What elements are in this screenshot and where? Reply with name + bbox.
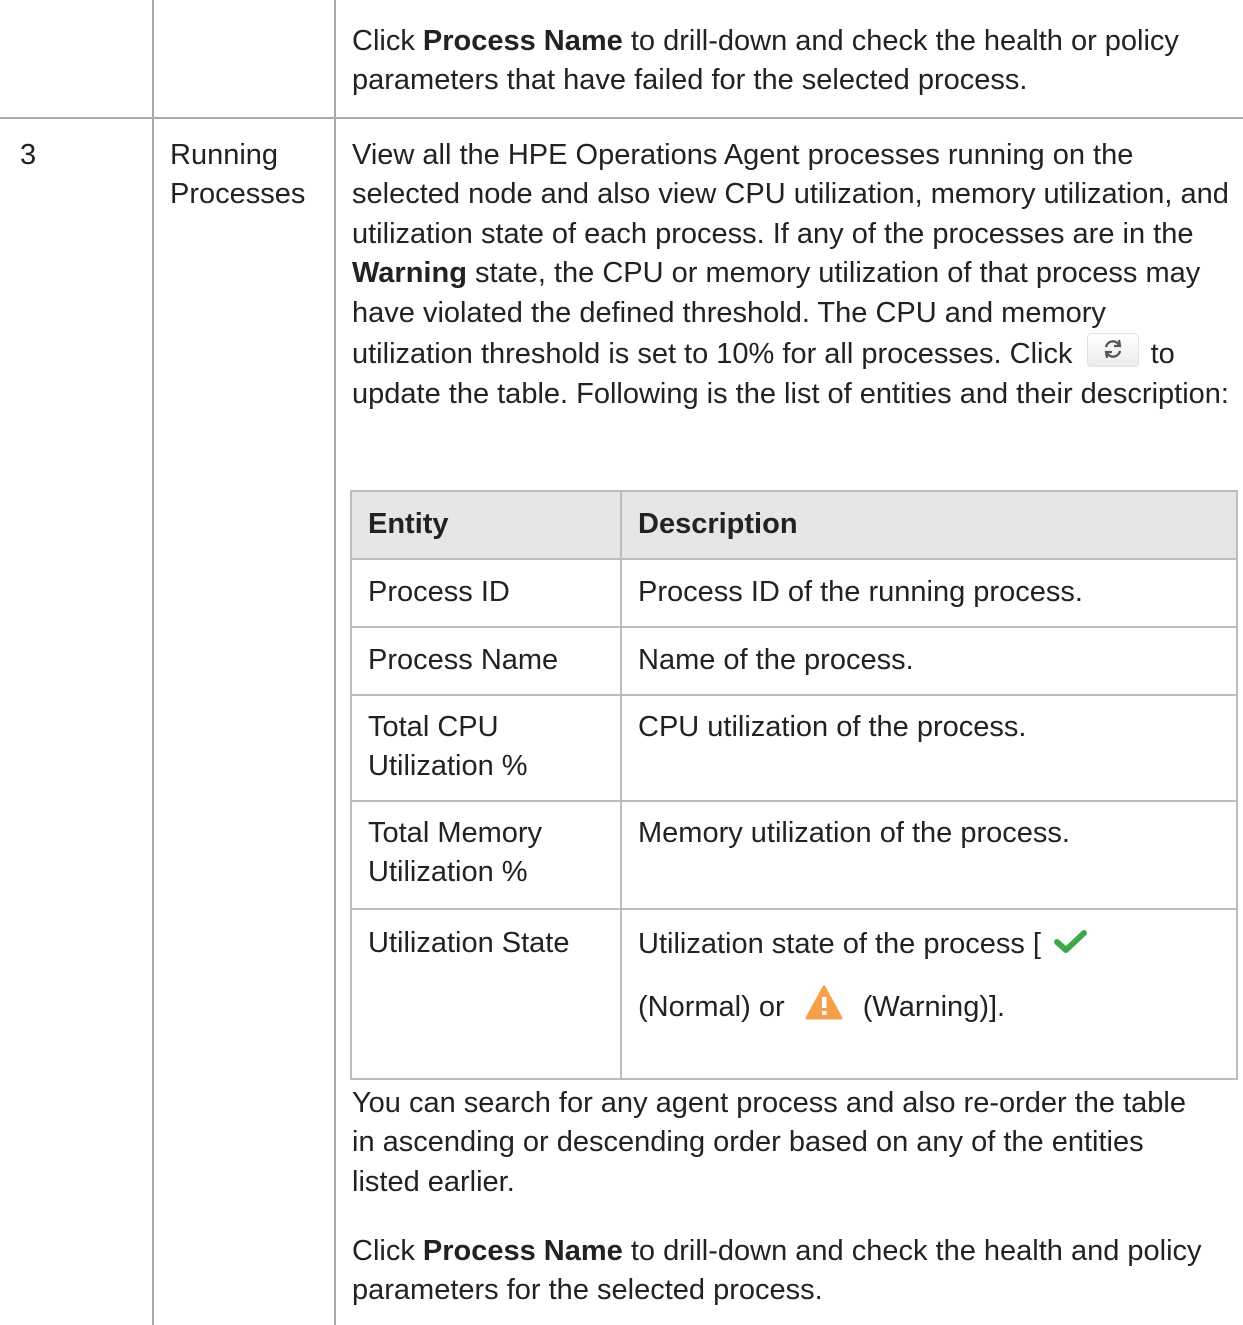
- description-cell: Name of the process.: [621, 627, 1237, 695]
- text: Utilization state of the process [: [638, 928, 1041, 960]
- process-name-emphasis: Process Name: [422, 25, 623, 57]
- process-name-emphasis: Process Name: [422, 1235, 623, 1267]
- top-row-description: [352, 22, 1212, 101]
- row3-description: [352, 136, 1232, 414]
- check-icon: [1053, 925, 1089, 965]
- text: to update the table. Following is the list of entities and their description:: [352, 338, 1229, 410]
- description-cell: Process ID of the running process.: [621, 559, 1237, 627]
- header-entity: Entity: [351, 491, 621, 559]
- refresh-icon: [1102, 338, 1124, 360]
- text: (Warning)].: [862, 991, 1006, 1024]
- entity-cell: Process ID: [351, 559, 621, 627]
- description-cell: CPU utilization of the process.: [621, 695, 1237, 801]
- table-row: [351, 695, 1237, 801]
- description-cell: [621, 909, 1237, 1079]
- entity-cell: Utilization State: [351, 909, 621, 1079]
- text: to drill-down and check the health or policy parameters that have failed for the selected process.: [352, 25, 1179, 97]
- text: View all the HPE Operations Agent processes running on the selected node and also view CPU utilization, memory utilization, and utilization state of each process. If any of the processes are in the: [352, 139, 1229, 250]
- text: state, the CPU or memory utilization of that process may have violated the defined threshold. The CPU and memory utilization threshold is set to 10% for all processes. Click: [352, 257, 1201, 371]
- refresh-button[interactable]: [1087, 333, 1139, 367]
- column-divider: [152, 0, 154, 1325]
- text: Click: [352, 25, 423, 57]
- warning-emphasis: Warning: [352, 257, 467, 290]
- text: Click: [352, 1235, 423, 1267]
- table-row: [351, 627, 1237, 695]
- table-row: [351, 801, 1237, 909]
- entity-table: [350, 490, 1238, 1080]
- search-description: You can search for any agent process and also re-order the table in ascending or descending order based on any of the entities listed earlier.: [352, 1087, 1187, 1198]
- row-divider: [0, 117, 1243, 119]
- drill-down-description: [352, 1232, 1212, 1311]
- warning-icon: [805, 985, 843, 1032]
- description-cell: Memory utilization of the process.: [621, 801, 1237, 909]
- table-row: [351, 559, 1237, 627]
- entity-cell: Total Memory Utilization %: [351, 801, 621, 909]
- column-divider: [334, 0, 336, 1325]
- row-number: 3: [20, 139, 37, 171]
- table-row: [351, 909, 1237, 1079]
- text: (Normal) or: [638, 991, 785, 1024]
- entity-cell: Total CPU Utilization %: [351, 695, 621, 801]
- header-description: Description: [621, 491, 1237, 559]
- entity-cell: Process Name: [351, 627, 621, 695]
- text: to drill-down and check the health and policy parameters for the selected process.: [352, 1235, 1202, 1307]
- row-name: Running Processes: [170, 139, 306, 211]
